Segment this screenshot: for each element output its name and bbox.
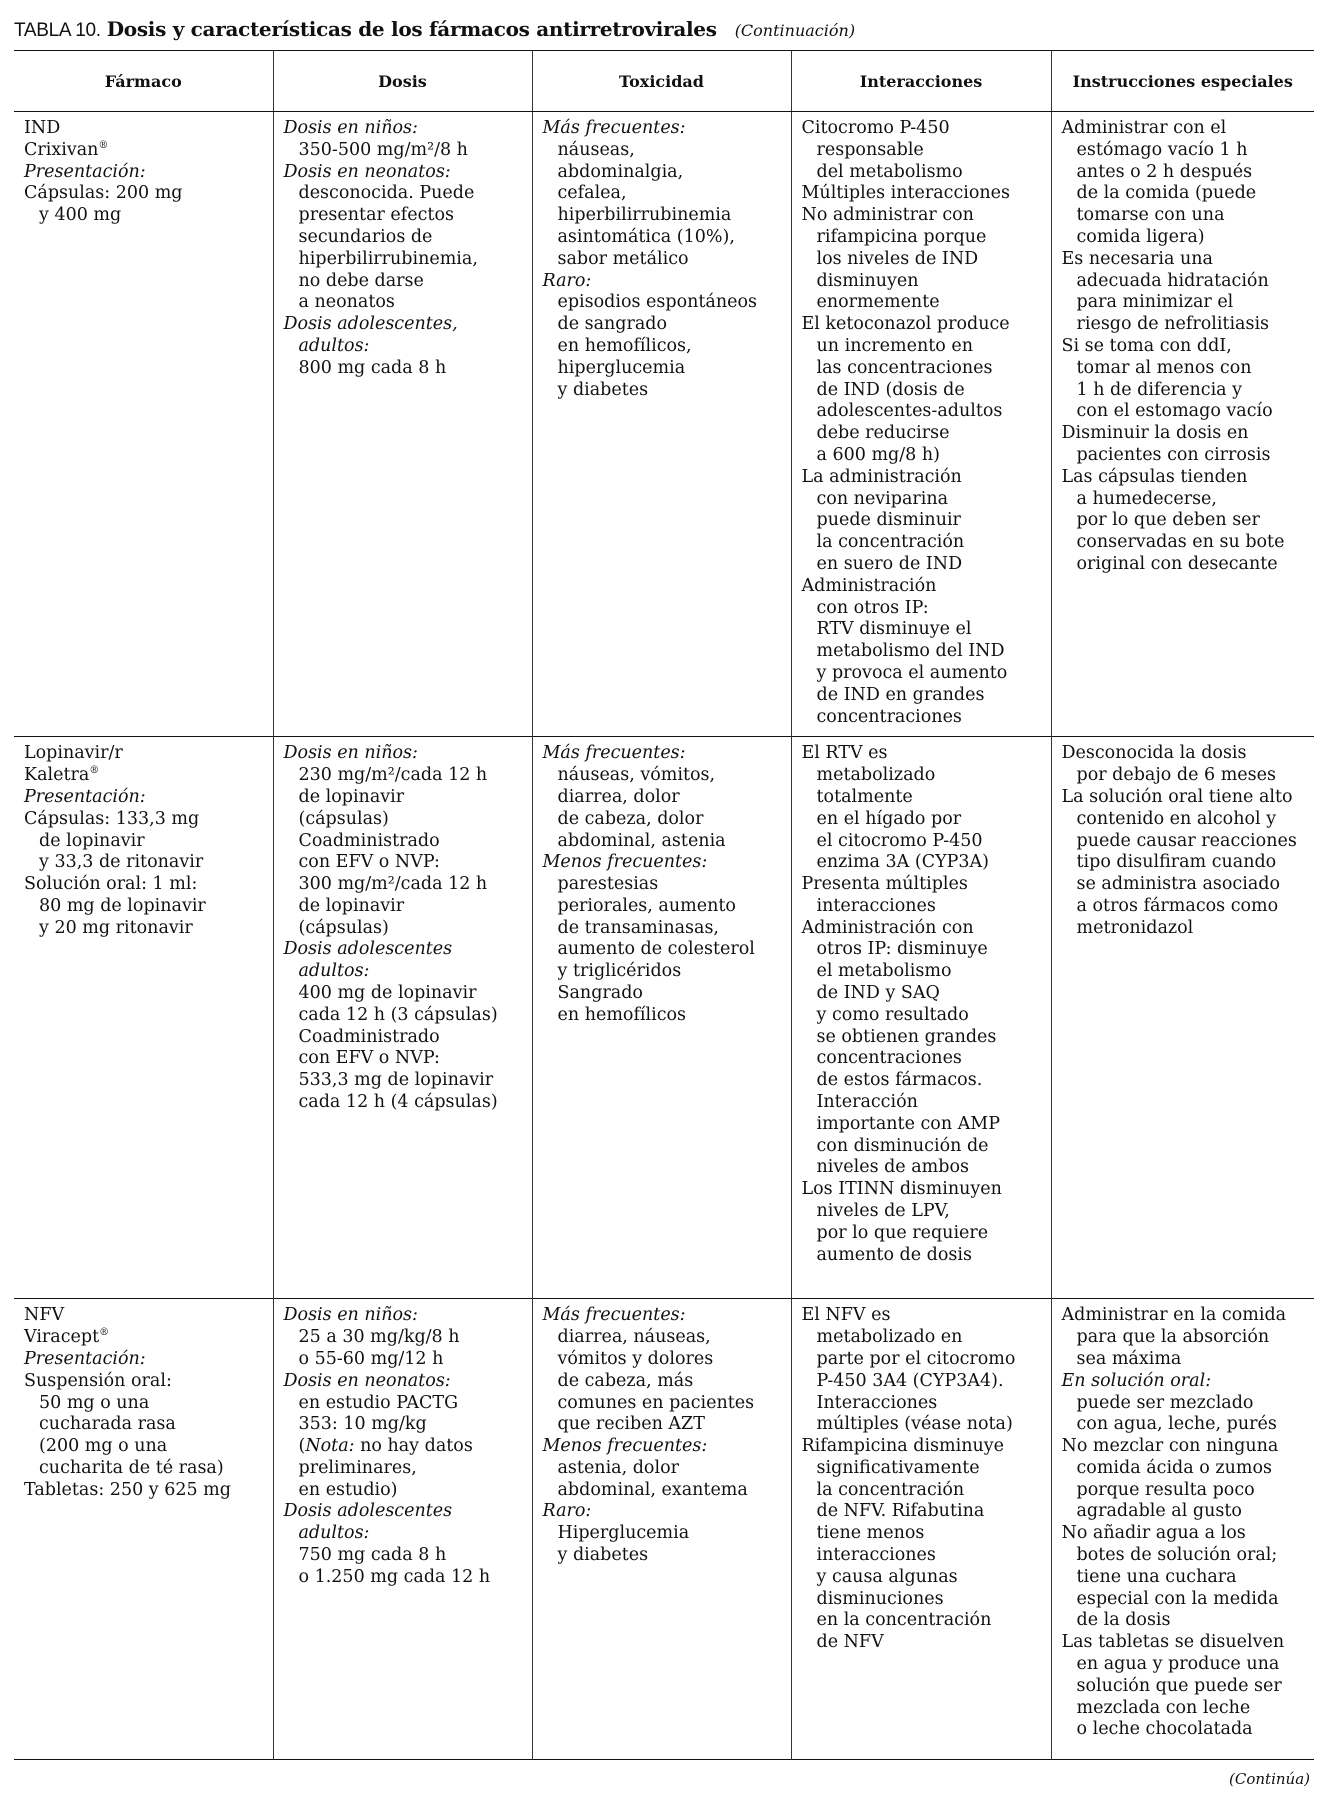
cell-line: 25 a 30 mg/kg/8 h [298, 1327, 460, 1348]
cell-line: episodios espontáneos [557, 292, 758, 313]
cell-line: se obtienen grandes [816, 1026, 997, 1047]
cell-line: parte por el citocromo [816, 1348, 1016, 1369]
cell-toxicidad [532, 737, 791, 1299]
cell-line: (200 mg o una [39, 1436, 168, 1457]
cell-line: Coadministrado [298, 1026, 440, 1047]
col-header-instrucciones: Instrucciones especiales [1051, 51, 1314, 112]
cell-line: Dosis adolescentes [283, 939, 453, 960]
cell-line: y provoca el aumento [816, 662, 1008, 683]
cell-line: puede ser mezclado [1076, 1392, 1254, 1413]
cell-line: tomarse con una [1076, 205, 1225, 226]
cell-line: hiperglucemia [557, 357, 686, 378]
cell-line: el metabolismo [816, 961, 952, 982]
cell-line: los niveles de IND [816, 248, 979, 269]
cell-line: Interacciones [816, 1392, 938, 1413]
table-row [14, 1299, 1314, 1760]
cell-line: Dosis en niños: [283, 1305, 418, 1326]
cell-line: El RTV es [801, 743, 888, 764]
cell-line: Hiperglucemia [557, 1523, 690, 1544]
cell-line: Si se toma con ddI, [1061, 335, 1232, 356]
cell-line: abdominal, exantema [557, 1479, 748, 1500]
cell-line: Desconocida la dosis [1061, 743, 1247, 764]
cell-line: las concentraciones [816, 357, 993, 378]
cell-line: no debe darse [298, 270, 424, 291]
cell-line: de sangrado [557, 314, 668, 335]
cell-line: Crixivan® [24, 139, 109, 160]
cell-line: y causa algunas [816, 1566, 958, 1587]
cell-line: debe reducirse [816, 423, 950, 444]
cell-line: Presenta múltiples [801, 874, 968, 895]
cell-toxicidad [532, 1299, 791, 1760]
cell-line: para minimizar el [1076, 292, 1234, 313]
cell-line: de estos fármacos. [816, 1070, 983, 1091]
cell-line: Presentación: [24, 1348, 146, 1369]
cell-line: Viracept® [24, 1327, 110, 1348]
cell-line: adultos: [298, 1523, 370, 1544]
cell-line: hiperbilirrubinemia [557, 205, 732, 226]
cell-line: aumento de colesterol [557, 939, 755, 960]
cell-line: por lo que deben ser [1076, 510, 1260, 531]
cell-line: 350-500 mg/m²/8 h [298, 139, 468, 160]
cell-dosis [273, 737, 532, 1299]
cell-line: significativamente [816, 1457, 980, 1478]
cell-line: metronidazol [1076, 917, 1194, 938]
cell-line: Disminuir la dosis en [1061, 423, 1249, 444]
cell-line: Los ITINN disminuyen [801, 1179, 1002, 1200]
cell-line: tipo disulfiram cuando [1076, 852, 1277, 873]
cell-line: rifampicina porque [816, 226, 987, 247]
table-row [14, 737, 1314, 1299]
cell-line: para que la absorción [1076, 1327, 1270, 1348]
cell-line: niveles de ambos [816, 1157, 969, 1178]
cell-dosis [273, 1299, 532, 1760]
cell-line: niveles de LPV, [816, 1201, 950, 1222]
cell-line: con neviparina [816, 488, 949, 509]
cell-line: No administrar con [801, 205, 974, 226]
cell-line: y como resultado [816, 1004, 969, 1025]
cell-line: Coadministrado [298, 830, 440, 851]
table-caption: Dosis y características de los fármacos antirretrovirales [106, 17, 717, 41]
cell-line: periorales, aumento [557, 895, 736, 916]
cell-line: la concentración [816, 1479, 965, 1500]
cell-line: 80 mg de lopinavir [39, 895, 206, 916]
cell-line: vómitos y dolores [557, 1348, 714, 1369]
cell-line: La administración [801, 466, 962, 487]
col-header-toxicidad: Toxicidad [532, 51, 791, 112]
cell-line: y diabetes [557, 379, 649, 400]
cell-line: con agua, leche, purés [1076, 1414, 1277, 1435]
cell-line: Dosis en niños: [283, 743, 418, 764]
cell-farmaco [14, 112, 273, 737]
cell-line: solución que puede ser [1076, 1675, 1282, 1696]
cell-line: adolescentes-adultos [816, 401, 1003, 422]
cell-line: Cápsulas: 200 mg [24, 183, 183, 204]
cell-line: No añadir agua a los [1061, 1523, 1246, 1544]
cell-line: Dosis en neonatos: [283, 161, 451, 182]
cell-instrucciones [1051, 1299, 1314, 1760]
cell-line: 750 mg cada 8 h [298, 1545, 447, 1566]
cell-line: original con desecante [1076, 553, 1278, 574]
cell-line: metabolizado en [816, 1327, 963, 1348]
cell-line: diarrea, dolor [557, 786, 680, 807]
drug-table [14, 50, 1314, 1760]
cell-line: de IND y SAQ [816, 983, 940, 1004]
cell-line: aumento de dosis [816, 1244, 972, 1265]
cell-line: se administra asociado [1076, 874, 1280, 895]
cell-line: RTV disminuye el [816, 619, 972, 640]
cell-line: Sangrado [557, 983, 643, 1004]
cell-line: con EFV o NVP: [298, 852, 440, 873]
cell-line: náuseas, vómitos, [557, 765, 716, 786]
cell-line: conservadas en su bote [1076, 532, 1285, 553]
cell-line: (Nota: no hay datos [298, 1436, 473, 1457]
cell-line: metabolizado [816, 765, 936, 786]
cell-line: riesgo de nefrolitiasis [1076, 314, 1270, 335]
cell-line: botes de solución oral; [1076, 1545, 1278, 1566]
cell-line: Menos frecuentes: [542, 852, 708, 873]
cell-line: 1 h de diferencia y [1076, 379, 1243, 400]
cell-line: o leche chocolatada [1076, 1719, 1253, 1740]
cell-line: Menos frecuentes: [542, 1436, 708, 1457]
cell-line: totalmente [816, 786, 913, 807]
cell-line: desconocida. Puede [298, 183, 475, 204]
cell-line: adultos: [298, 335, 370, 356]
cell-line: Presentación: [24, 786, 146, 807]
cell-line: Presentación: [24, 161, 146, 182]
cell-line: cefalea, [557, 183, 627, 204]
cell-line: La solución oral tiene alto [1061, 786, 1293, 807]
cell-line: a otros fármacos como [1076, 895, 1279, 916]
cell-line: Lopinavir/r [24, 743, 123, 764]
cell-line: enormemente [816, 292, 940, 313]
cell-line: con disminución de [816, 1135, 989, 1156]
cell-line: Más frecuentes: [542, 118, 686, 138]
cell-line: Raro: [542, 1501, 592, 1522]
col-header-farmaco: Fármaco [14, 51, 273, 112]
cell-line: Dosis en niños: [283, 118, 418, 138]
cell-interacciones [791, 1299, 1051, 1760]
cell-line: parestesias [557, 874, 659, 895]
cell-line: Administrar con el [1061, 118, 1227, 138]
cell-line: Administración con [801, 917, 974, 938]
cell-line: de IND en grandes [816, 684, 985, 705]
cell-line: o 1.250 mg cada 12 h [298, 1566, 491, 1587]
cell-line: No mezclar con ninguna [1061, 1436, 1279, 1457]
cell-interacciones [791, 737, 1051, 1299]
cell-line: comida ácida o zumos [1076, 1457, 1272, 1478]
cell-line: abdominal, astenia [557, 830, 726, 851]
cell-line: puede causar reacciones [1076, 830, 1297, 851]
cell-line: enzima 3A (CYP3A) [816, 852, 990, 873]
cell-line: y 33,3 de ritonavir [39, 852, 204, 873]
table-row [14, 112, 1314, 737]
cell-line: comunes en pacientes [557, 1392, 755, 1413]
col-header-interacciones: Interacciones [791, 51, 1051, 112]
cell-line: con el estomago vacío [1076, 401, 1273, 422]
cell-line: Es necesaria una [1061, 248, 1213, 269]
cell-line: en suero de IND [816, 553, 963, 574]
cell-line: en hemofílicos [557, 1004, 687, 1025]
cell-line: porque resulta poco [1076, 1479, 1255, 1500]
cell-line: de IND (dosis de [816, 379, 965, 400]
cell-line: que reciben AZT [557, 1414, 705, 1435]
cell-line: Solución oral: 1 ml: [24, 874, 198, 895]
cell-line: tomar al menos con [1076, 357, 1252, 378]
cell-line: sabor metálico [557, 248, 689, 269]
cell-line: en el hígado por [816, 808, 962, 829]
col-header-dosis: Dosis [273, 51, 532, 112]
cell-line: tiene menos [816, 1523, 925, 1544]
cell-line: interacciones [816, 1545, 936, 1566]
cell-line: adultos: [298, 961, 370, 982]
cell-line: tiene una cuchara [1076, 1566, 1237, 1587]
cell-line: otros IP: disminuye [816, 939, 988, 960]
cell-farmaco [14, 1299, 273, 1760]
cell-line: 230 mg/m²/cada 12 h [298, 765, 488, 786]
cell-line: Interacción [816, 1092, 918, 1113]
table-title [14, 14, 1314, 44]
cell-line: contenido en alcohol y [1076, 808, 1277, 829]
cell-line: por debajo de 6 meses [1076, 765, 1276, 786]
cell-line: Kaletra® [24, 765, 100, 786]
cell-line: NFV [24, 1305, 65, 1326]
cell-line: de lopinavir [298, 895, 405, 916]
cell-line: Las tabletas se disuelven [1061, 1632, 1285, 1653]
cell-farmaco [14, 737, 273, 1299]
cell-interacciones [791, 112, 1051, 737]
cell-line: antes o 2 h después [1076, 161, 1253, 182]
cell-line: Más frecuentes: [542, 743, 686, 764]
cell-toxicidad [532, 112, 791, 737]
cell-line: pacientes con cirrosis [1076, 444, 1271, 465]
cell-line: estómago vacío 1 h [1076, 139, 1248, 160]
cell-line: El NFV es [801, 1305, 891, 1326]
cell-line: hiperbilirrubinemia, [298, 248, 478, 269]
cell-line: y diabetes [557, 1545, 649, 1566]
cell-line: disminuyen [816, 270, 919, 291]
cell-line: en estudio) [298, 1479, 398, 1500]
cell-line: responsable [816, 139, 924, 160]
cell-line: sea máxima [1076, 1348, 1182, 1369]
cell-line: concentraciones [816, 706, 962, 727]
cell-line: o 55-60 mg/12 h [298, 1348, 444, 1369]
cell-line: en agua y produce una [1076, 1654, 1280, 1675]
cell-line: asintomática (10%), [557, 226, 735, 247]
cell-line: a 600 mg/8 h) [816, 444, 940, 465]
cell-instrucciones [1051, 737, 1314, 1299]
cell-line: y 400 mg [39, 205, 122, 226]
continues-label: (Continúa) [1229, 1770, 1310, 1789]
cell-line: IND [24, 118, 61, 138]
cell-line: 353: 10 mg/kg [298, 1414, 427, 1435]
header-row [14, 51, 1314, 112]
cell-line: 533,3 mg de lopinavir [298, 1070, 494, 1091]
cell-line: de cabeza, más [557, 1370, 694, 1391]
cell-line: Las cápsulas tienden [1061, 466, 1248, 487]
cell-line: preliminares, [298, 1457, 417, 1478]
cell-line: en hemofílicos, [557, 335, 692, 356]
cell-line: cucharada rasa [39, 1414, 176, 1435]
cell-line: 300 mg/m²/cada 12 h [298, 874, 488, 895]
cell-line: diarrea, náuseas, [557, 1327, 711, 1348]
cell-line: En solución oral: [1061, 1370, 1212, 1391]
cell-line: astenia, dolor [557, 1457, 679, 1478]
cell-dosis [273, 112, 532, 737]
cell-line: de NFV [816, 1632, 884, 1653]
cell-line: el citocromo P-450 [816, 830, 983, 851]
cell-line: cucharita de té rasa) [39, 1457, 224, 1478]
cell-line: Tabletas: 250 y 625 mg [24, 1479, 231, 1500]
cell-line: la concentración [816, 532, 965, 553]
continuation-label: (Continuación) [734, 21, 856, 40]
cell-line: y 20 mg ritonavir [39, 917, 193, 938]
table-number: TABLA 10. [14, 20, 101, 41]
cell-line: de cabeza, dolor [557, 808, 704, 829]
cell-line: de transaminasas, [557, 917, 719, 938]
cell-line: mezclada con leche [1076, 1697, 1251, 1718]
cell-line: en estudio PACTG [298, 1392, 459, 1413]
cell-line: de lopinavir [298, 786, 405, 807]
cell-line: cada 12 h (4 cápsulas) [298, 1092, 498, 1113]
cell-line: abdominalgia, [557, 161, 684, 182]
cell-line: Raro: [542, 270, 592, 291]
cell-line: múltiples (véase nota) [816, 1414, 1013, 1435]
cell-line: del metabolismo [816, 161, 963, 182]
cell-line: a neonatos [298, 292, 395, 313]
cell-line: por lo que requiere [816, 1222, 989, 1243]
cell-line: Dosis adolescentes [283, 1501, 453, 1522]
document-page [14, 14, 1314, 1788]
cell-line: y triglicéridos [557, 961, 682, 982]
cell-line: de la dosis [1076, 1610, 1171, 1631]
cell-line: Múltiples interacciones [801, 183, 1011, 204]
cell-line: de la comida (puede [1076, 183, 1257, 204]
cell-line: Administración [801, 575, 937, 596]
cell-line: disminuciones [816, 1588, 944, 1609]
cell-line: Dosis adolescentes, [283, 314, 458, 335]
cell-line: a humedecerse, [1076, 488, 1217, 509]
cell-line: Dosis en neonatos: [283, 1370, 451, 1391]
cell-line: presentar efectos [298, 205, 454, 226]
cell-line: con EFV o NVP: [298, 1048, 440, 1069]
cell-line: interacciones [816, 895, 936, 916]
cell-line: con otros IP: [816, 597, 929, 618]
cell-instrucciones [1051, 112, 1314, 737]
cell-line: El ketoconazol produce [801, 314, 1010, 335]
cell-line: Citocromo P-450 [801, 118, 950, 138]
cell-line: Más frecuentes: [542, 1305, 686, 1326]
cell-line: P-450 3A4 (CYP3A4). [816, 1370, 1004, 1391]
cell-line: en la concentración [816, 1610, 992, 1631]
cell-line: importante con AMP [816, 1113, 1000, 1134]
cell-line: Rifampicina disminuye [801, 1436, 1004, 1457]
cell-line: un incremento en [816, 335, 973, 356]
cell-line: náuseas, [557, 139, 635, 160]
cell-line: agradable al gusto [1076, 1501, 1242, 1522]
cell-line: Suspensión oral: [24, 1370, 172, 1391]
cell-line: Cápsulas: 133,3 mg [24, 808, 200, 829]
cell-line: de NFV. Rifabutina [816, 1501, 985, 1522]
cell-line: Administrar en la comida [1061, 1305, 1287, 1326]
cell-line: (cápsulas) [298, 808, 389, 829]
cell-line: 800 mg cada 8 h [298, 357, 447, 378]
cell-line: metabolismo del IND [816, 641, 1005, 662]
cell-line: 50 mg o una [39, 1392, 150, 1413]
cell-line: puede disminuir [816, 510, 961, 531]
cell-line: (cápsulas) [298, 917, 389, 938]
cell-line: secundarios de [298, 226, 433, 247]
cell-line: adecuada hidratación [1076, 270, 1269, 291]
cell-line: especial con la medida [1076, 1588, 1279, 1609]
cell-line: de lopinavir [39, 830, 145, 851]
cell-line: 400 mg de lopinavir [298, 983, 477, 1004]
cell-line: concentraciones [816, 1048, 962, 1069]
cell-line: cada 12 h (3 cápsulas) [298, 1004, 498, 1025]
cell-line: comida ligera) [1076, 226, 1205, 247]
